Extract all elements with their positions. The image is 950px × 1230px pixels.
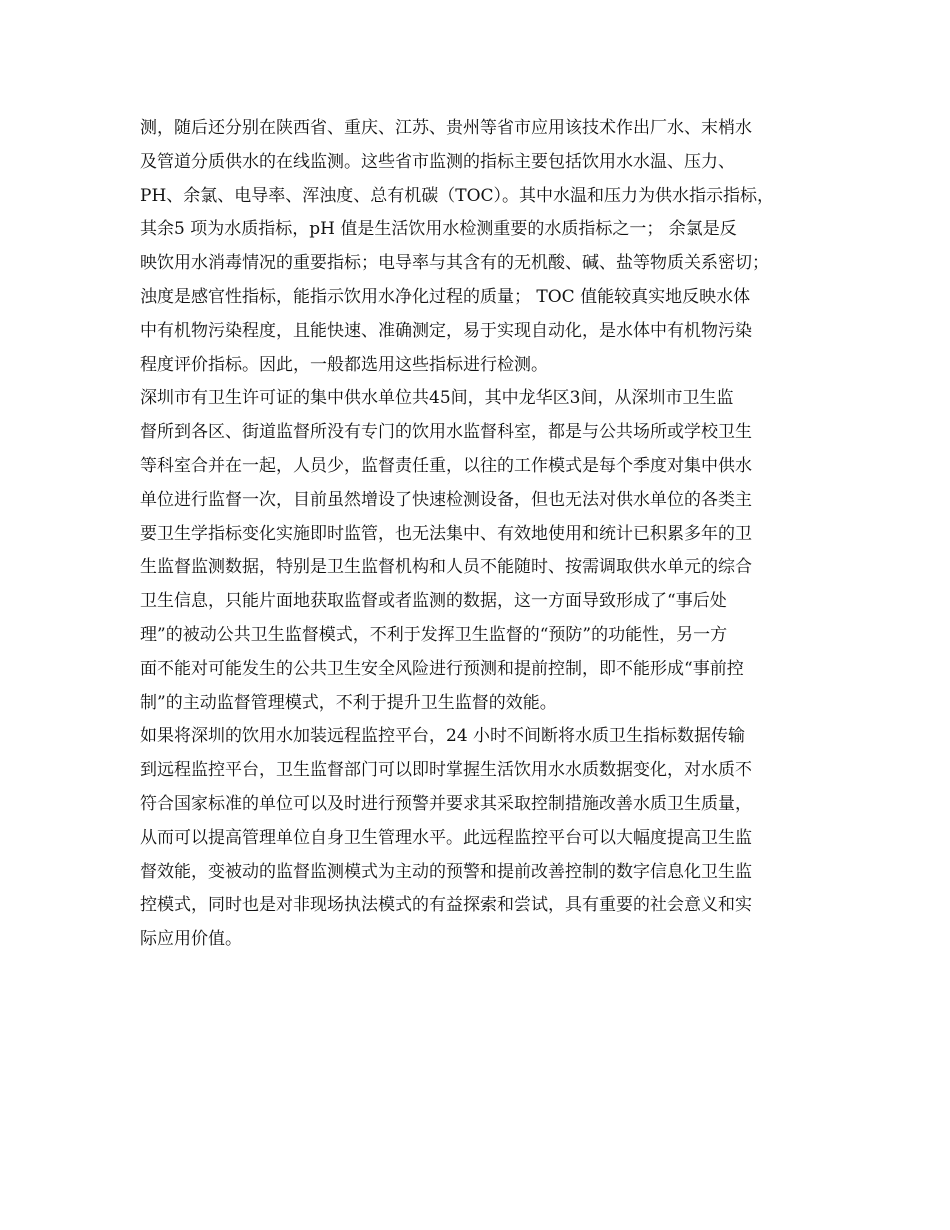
- text-line: 浊度是感官性指标，能指示饮用水净化过程的质量； TOC 值能较真实地反映水体: [140, 286, 751, 307]
- text-line: 制”的主动监督管理模式，不利于提升卫生监督的效能。: [140, 692, 557, 713]
- text-line: 如果将深圳的饮用水加装远程监控平台，24 小时不间断将水质卫生指标数据传输: [140, 726, 746, 747]
- text-line: 程度评价指标。因此，一般都选用这些指标进行检测。: [140, 354, 548, 375]
- text-line: 单位进行监督一次，目前虽然增设了快速检测设备，但也无法对供水单位的各类主: [140, 489, 752, 510]
- text-line: 及管道分质供水的在线监测。这些省市监测的指标主要包括饮用水水温、压力、: [140, 151, 735, 172]
- paragraph-remote-monitoring: [140, 720, 830, 957]
- text-line: 符合国家标准的单位可以及时进行预警并要求其采取控制措施改善水质卫生质量，: [140, 793, 752, 814]
- paragraph-monitoring-indicators: [140, 112, 830, 382]
- text-line: 到远程监控平台，卫生监督部门可以即时掌握生活饮用水水质数据变化，对水质不: [140, 760, 752, 781]
- text-line: 督所到各区、街道监督所没有专门的饮用水监督科室，都是与公共场所或学校卫生: [140, 422, 752, 443]
- text-line: 生监督监测数据，特别是卫生监督机构和人员不能随时、按需调取供水单元的综合: [140, 557, 752, 578]
- text-line: 深圳市有卫生许可证的集中供水单位共45间，其中龙华区3间，从深圳市卫生监: [140, 388, 734, 409]
- text-line: 映饮用水消毒情况的重要指标；电导率与其含有的无机酸、碱、盐等物质关系密切；: [140, 253, 769, 274]
- paragraph-shenzhen-supervision: [140, 382, 830, 720]
- text-line: PH、余氯、电导率、浑浊度、总有机碳（TOC）。其中水温和压力为供水指示指标，: [140, 185, 775, 206]
- text-line: 中有机物污染程度，且能快速、准确测定，易于实现自动化，是水体中有机物污染: [140, 320, 752, 341]
- text-line: 控模式，同时也是对非现场执法模式的有益探索和尝试，具有重要的社会意义和实: [140, 895, 752, 916]
- text-line: 卫生信息，只能片面地获取监督或者监测的数据，这一方面导致形成了“事后处: [140, 591, 727, 612]
- text-line: 要卫生学指标变化实施即时监管，也无法集中、有效地使用和统计已积累多年的卫: [140, 523, 752, 544]
- text-line: 面不能对可能发生的公共卫生安全风险进行预测和提前控制，即不能形成“事前控: [140, 658, 744, 679]
- text-line: 其余5 项为水质指标，pH 值是生活饮用水检测重要的水质指标之一； 余氯是反: [140, 219, 737, 240]
- text-line: 理”的被动公共卫生监督模式，不利于发挥卫生监督的“预防”的功能性，另一方: [140, 624, 728, 645]
- text-line: 等科室合并在一起，人员少，监督责任重，以往的工作模式是每个季度对集中供水: [140, 455, 752, 476]
- document-body: [140, 112, 830, 957]
- text-line: 测，随后还分别在陕西省、重庆、江苏、贵州等省市应用该技术作出厂水、末梢水: [140, 118, 752, 138]
- text-line: 从而可以提高管理单位自身卫生管理水平。此远程监控平台可以大幅度提高卫生监: [140, 827, 752, 848]
- text-line: 督效能，变被动的监督监测模式为主动的预警和提前改善控制的数字信息化卫生监: [140, 861, 752, 882]
- text-line: 际应用价值。: [140, 929, 242, 950]
